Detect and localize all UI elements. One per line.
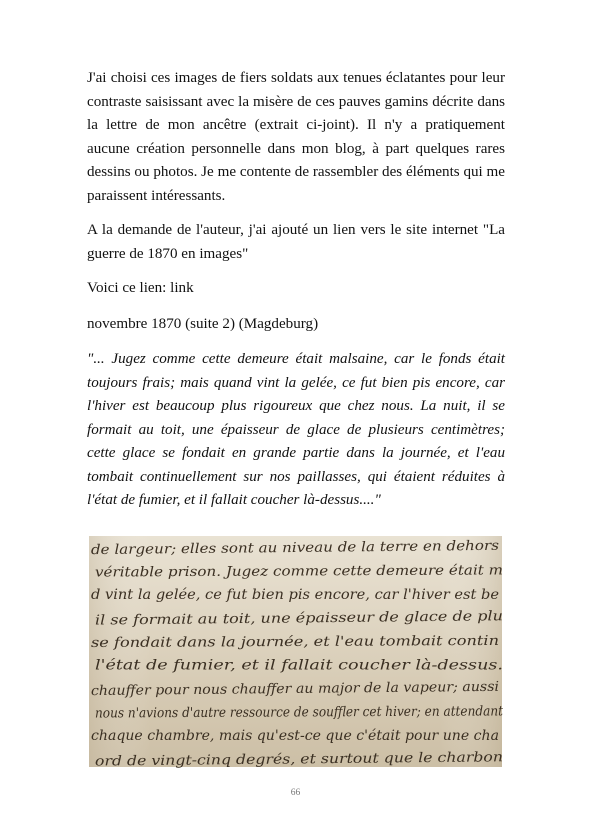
page-number: 66 [290,788,301,798]
manuscript-line: véritable prison. Jugez comme cette demeure était m [94,562,460,581]
manuscript-line: chaque chambre, mais qu'est-ce que c'était pour une cha [91,728,499,744]
text-column [87,67,505,513]
manuscript-line: se fondait dans la journée, et l'eau tombait contin [90,633,432,652]
manuscript-photo [89,536,551,770]
link-line: Voici ce lien: link [87,280,194,296]
manuscript-line: de largeur; elles sont au niveau de la terre en dehors [90,538,456,559]
date-heading: novembre 1870 (suite 2) (Magdeburg) [87,315,319,332]
letter-quote: "... Jugez comme cette demeure était malsaine, car le fonds était toujours frais; mais quand vint la gelée, ce fut bien pis encore, car l'hiver est beaucoup plus rigoureux que chez nous. La nuit, il se formait au toit, une épaisseur de glace de plusieurs centimètres; cette glace se fondait en grande partie dans la journée, et l'eau tombait continuellement sur nos paillasses, qui étaient réduites à l'état de fumier, et il fallait coucher là-dessus...." [87,351,505,508]
intro-paragraph: J'ai choisi ces images de fiers soldats aux tenues éclatantes pour leur contraste saisissant avec la misère de ces pauves gamins décrite dans la lettre de mon ancêtre (extrait ci-joint). Il n'y a pratiquement aucune création personnelle dans mon blog, à part quelques rares dessins ou photos. Je me contente de rassembler des éléments qui me paraissent intéressants. [87,70,505,204]
manuscript-line: nous n'avions d'autre ressource de souffler cet hiver; en attendant [94,703,551,722]
manuscript-line: d vint la gelée, ce fut bien pis encore, car l'hiver est be [91,587,499,603]
manuscript-line: ord de vingt-cinq degrés, et surtout que le charbon [94,749,446,770]
manuscript-line: chauffer pour nous chauffer au major de la vapeur; aussi [90,678,481,700]
author-request-paragraph: A la demande de l'auteur, j'ai ajouté un lien vers le site internet "La guerre de 1870 en images" [87,222,505,262]
manuscript-line: l'état de fumier, et il fallait coucher là-dessus. [95,657,503,674]
manuscript-line: il se formait au toit, une épaisseur de glace de plu [94,608,439,629]
manuscript-image [89,536,551,770]
